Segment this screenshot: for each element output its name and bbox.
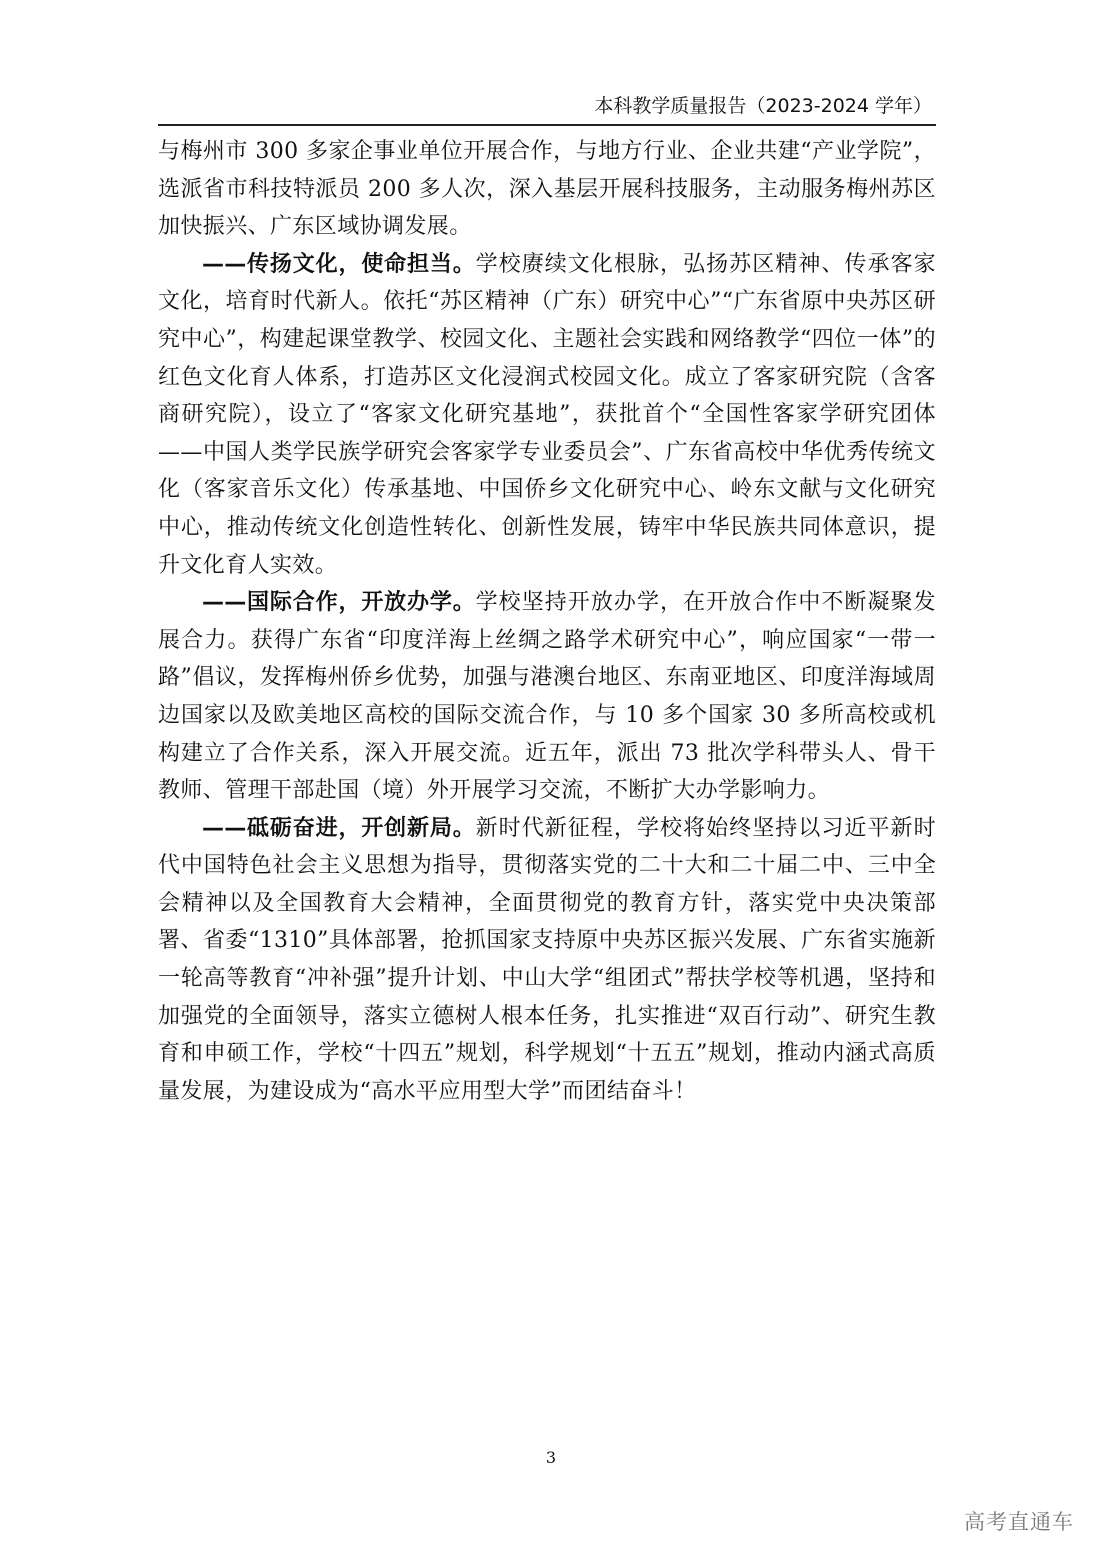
header-rule bbox=[158, 124, 936, 126]
document-body bbox=[158, 133, 936, 1110]
paragraph-continuation bbox=[158, 133, 936, 246]
paragraph-text: 新时代新征程，学校将始终坚持以习近平新时代中国特色社会主义思想为指导，贯彻落实党的二十大和二十届二中、三中全会精神以及全国教育大会精神，全面贯彻党的教育方针，落实党中央决策部署、省委“1310”具体部署，抢抓国家支持原中央苏区振兴发展、广东省实施新一轮高等教育“冲补强”提升计划、中山大学“组团式”帮扶学校等机遇，坚持和加强党的全面领导，落实立德树人根本任务，扎实推进“双百行动”、研究生教育和申硕工作，学校“十四五”规划，科学规划“十五五”规划，推动内涵式高质量发展，为建设成为“高水平应用型大学”而团结奋斗！ bbox=[158, 815, 936, 1104]
paragraph-lead: ——砥砺奋进，开创新局。 bbox=[202, 815, 476, 841]
paragraph-text: 学校坚持开放办学，在开放合作中不断凝聚发展合力。获得广东省“印度洋海上丝绸之路学术研究中心”，响应国家“一带一路”倡议，发挥梅州侨乡优势，加强与港澳台地区、东南亚地区、印度洋海域周边国家以及欧美地区高校的国际交流合作，与 10 多个国家 30 多所高校或机构建立了合作关系，深入开展交流。近五年，派出 73 批次学科带头人、骨干教师、管理干部赴国（境）外开展学习交流，不断扩大办学影响力。 bbox=[158, 590, 936, 804]
paragraph-text: 学校赓续文化根脉，弘扬苏区精神、传承客家文化，培育时代新人。依托“苏区精神（广东）研究中心”“广东省原中央苏区研究中心”，构建起课堂教学、校园文化、主题社会实践和网络教学“四位一体”的红色文化育人体系，打造苏区文化浸润式校园文化。成立了客家研究院（含客商研究院），设立了“客家文化研究基地”，获批首个“全国性客家学研究团体——中国人类学民族学研究会客家学专业委员会”、广东省高校中华优秀传统文化（客家音乐文化）传承基地、中国侨乡文化研究中心、岭东文献与文化研究中心，推动传统文化创造性转化、创新性发展，铸牢中华民族共同体意识，提升文化育人实效。 bbox=[158, 251, 936, 578]
watermark: 高考直通车 bbox=[964, 1510, 1074, 1534]
paragraph-international bbox=[158, 584, 936, 810]
paragraph-new-era bbox=[158, 810, 936, 1111]
report-header-title: 本科教学质量报告（2023-2024 学年） bbox=[594, 95, 932, 117]
paragraph-lead: ——国际合作，开放办学。 bbox=[202, 590, 476, 616]
page-number: 3 bbox=[545, 1448, 557, 1467]
paragraph-culture bbox=[158, 246, 936, 584]
paragraph-lead: ——传扬文化，使命担当。 bbox=[202, 251, 476, 277]
paragraph-text: 与梅州市 300 多家企事业单位开展合作，与地方行业、企业共建“产业学院”，选派省市科技特派员 200 多人次，深入基层开展科技服务，主动服务梅州苏区加快振兴、广东区域协调发展。 bbox=[158, 139, 936, 240]
